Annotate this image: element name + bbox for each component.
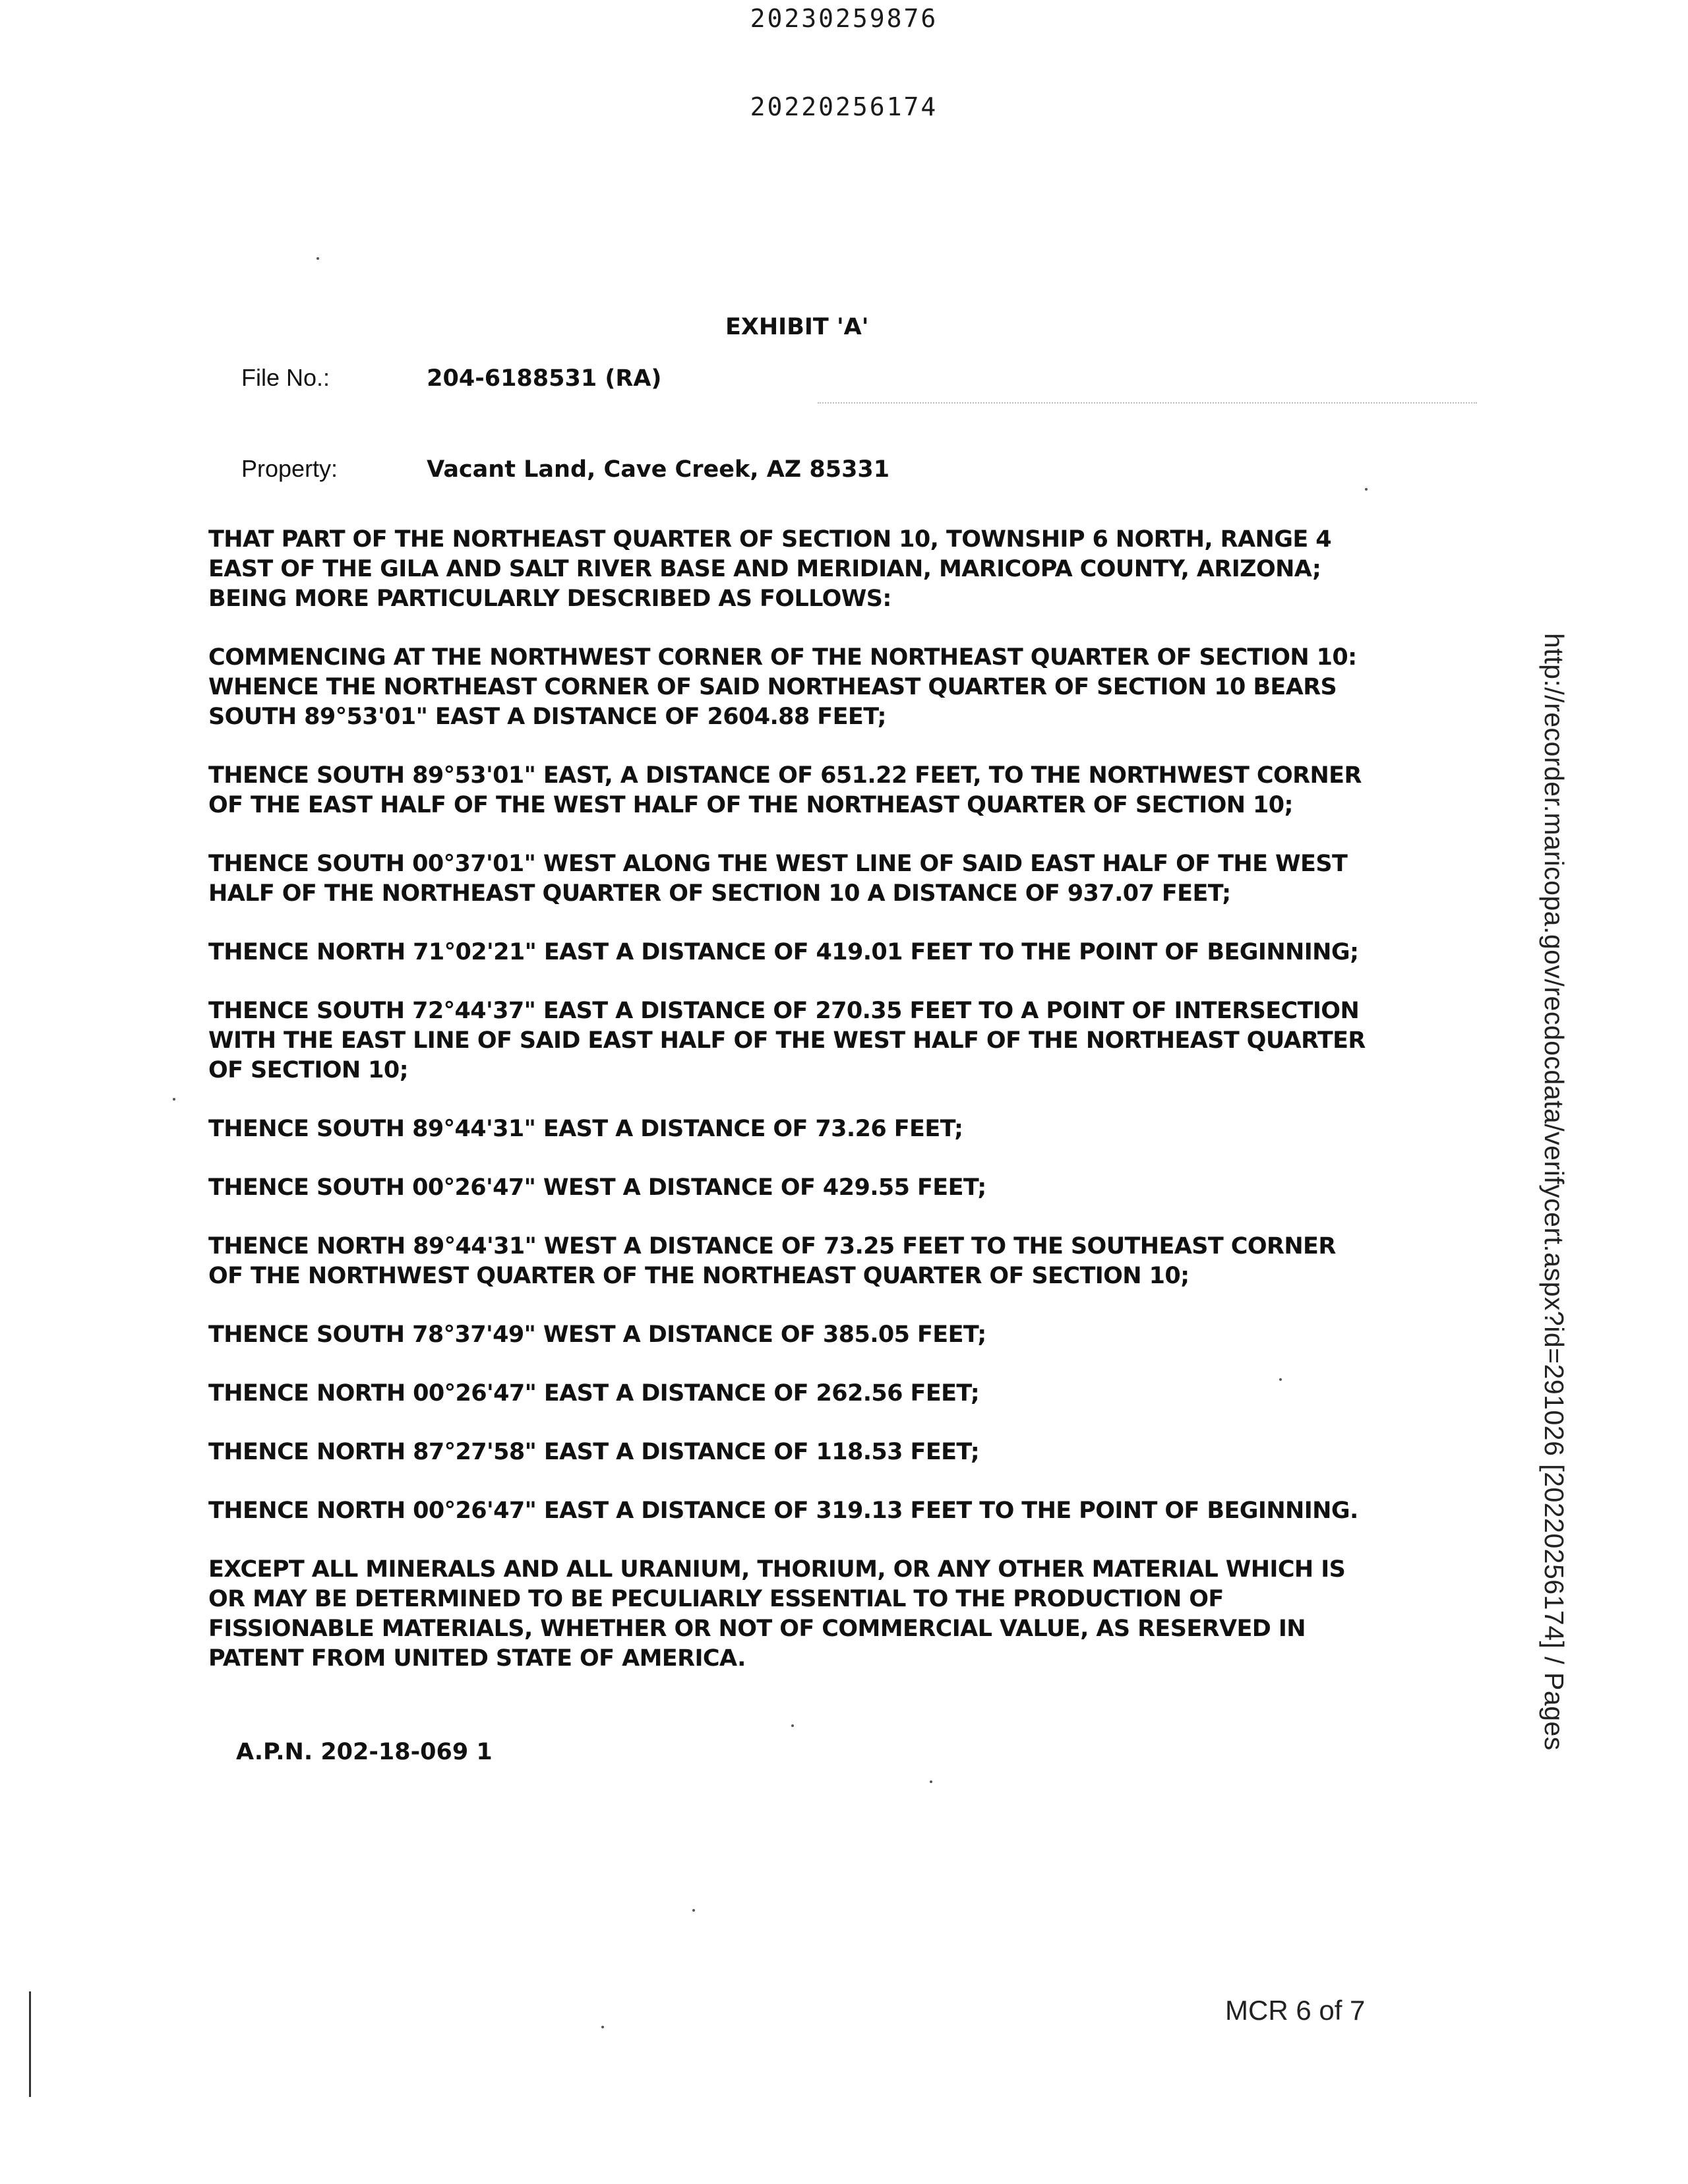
legal-paragraph: THENCE NORTH 71°02'21" EAST A DISTANCE OF 419.01 FEET TO THE POINT OF BEGINNING; (208, 939, 1359, 965)
scan-speck (316, 257, 319, 260)
legal-paragraph: THENCE NORTH 00°26'47" EAST A DISTANCE OF 319.13 FEET TO THE POINT OF BEGINNING. (208, 1498, 1358, 1524)
legal-description (208, 525, 1395, 1703)
scan-edge-mark (29, 1991, 31, 2097)
page-indicator: MCR 6 of 7 (1225, 1995, 1366, 2026)
scan-dotted-line (818, 402, 1477, 404)
legal-paragraph: THENCE SOUTH 00°26'47" WEST A DISTANCE OF 429.55 FEET; (208, 1174, 986, 1201)
legal-paragraph: THENCE NORTH 87°27'58" EAST A DISTANCE OF 118.53 FEET; (208, 1439, 980, 1465)
property-row (241, 455, 889, 483)
legal-paragraph: THENCE SOUTH 89°53'01" EAST, A DISTANCE OF 651.22 FEET, TO THE NORTHWEST CORNER OF THE EAST HALF OF THE WEST HALF OF THE NORTHEAST QUARTER OF SECTION 10; (208, 762, 1362, 818)
legal-paragraph: THENCE SOUTH 00°37'01" WEST ALONG THE WEST LINE OF SAID EAST HALF OF THE WEST HALF OF THE NORTHEAST QUARTER OF SECTION 10 A DISTANCE OF 937.07 FEET; (208, 851, 1348, 907)
scan-speck (1365, 488, 1368, 491)
scan-speck (930, 1780, 932, 1783)
scan-speck (173, 1098, 175, 1101)
verification-url: http://recorder.maricopa.gov/recdocdata/verifycert.aspx?id=291026 [20220256174] / Pages (1539, 633, 1569, 1751)
legal-paragraph: THENCE SOUTH 78°37'49" WEST A DISTANCE OF 385.05 FEET; (208, 1321, 986, 1348)
legal-paragraph: THENCE SOUTH 72°44'37" EAST A DISTANCE OF 270.35 FEET TO A POINT OF INTERSECTION WITH THE EAST LINE OF SAID EAST HALF OF THE WEST HALF OF THE NORTHEAST QUARTER OF SECTION 10; (208, 998, 1366, 1083)
recording-number-second: 20220256174 (750, 92, 938, 121)
scan-speck (1279, 1378, 1282, 1381)
legal-paragraph: THENCE NORTH 00°26'47" EAST A DISTANCE OF 262.56 FEET; (208, 1380, 980, 1407)
file-number-label: File No.: (241, 364, 330, 391)
legal-paragraph: EXCEPT ALL MINERALS AND ALL URANIUM, THORIUM, OR ANY OTHER MATERIAL WHICH IS OR MAY BE DETERMINED TO BE PECULIARLY ESSENTIAL TO THE PRODUCTION OF FISSIONABLE MATERIALS, WHETHER OR NOT OF COMMERCIAL VALUE, AS RESERVED IN PATENT FROM UNITED STATE OF AMERICA. (208, 1556, 1346, 1672)
recording-number-top: 20230259876 (750, 4, 938, 33)
legal-paragraph: THAT PART OF THE NORTHEAST QUARTER OF SECTION 10, TOWNSHIP 6 NORTH, RANGE 4 EAST OF THE GILA AND SALT RIVER BASE AND MERIDIAN, MARICOPA COUNTY, ARIZONA; BEING MORE PARTICULARLY DESCRIBED AS FOLLOWS: (208, 526, 1331, 612)
file-number-row (241, 364, 661, 392)
file-number-value: 204-6188531 (RA) (427, 365, 662, 392)
property-label: Property: (241, 455, 338, 482)
legal-paragraph: THENCE SOUTH 89°44'31" EAST A DISTANCE OF 73.26 FEET; (208, 1116, 963, 1142)
scan-speck (791, 1724, 794, 1727)
apn-number: A.P.N. 202-18-069 1 (236, 1739, 493, 1765)
legal-paragraph: THENCE NORTH 89°44'31" WEST A DISTANCE OF 73.25 FEET TO THE SOUTHEAST CORNER OF THE NORTHWEST QUARTER OF THE NORTHEAST QUARTER OF SECTION 10; (208, 1233, 1336, 1289)
exhibit-title: EXHIBIT 'A' (725, 314, 869, 340)
scan-speck (692, 1909, 695, 1912)
legal-paragraph: COMMENCING AT THE NORTHWEST CORNER OF THE NORTHEAST QUARTER OF SECTION 10: WHENCE THE NORTHEAST CORNER OF SAID NORTHEAST QUARTER OF SECTION 10 BEARS SOUTH 89°53'01" EAST A DISTANCE OF 2604.88 FEET; (208, 644, 1357, 730)
property-value: Vacant Land, Cave Creek, AZ 85331 (427, 456, 890, 483)
scan-speck (601, 2026, 604, 2028)
